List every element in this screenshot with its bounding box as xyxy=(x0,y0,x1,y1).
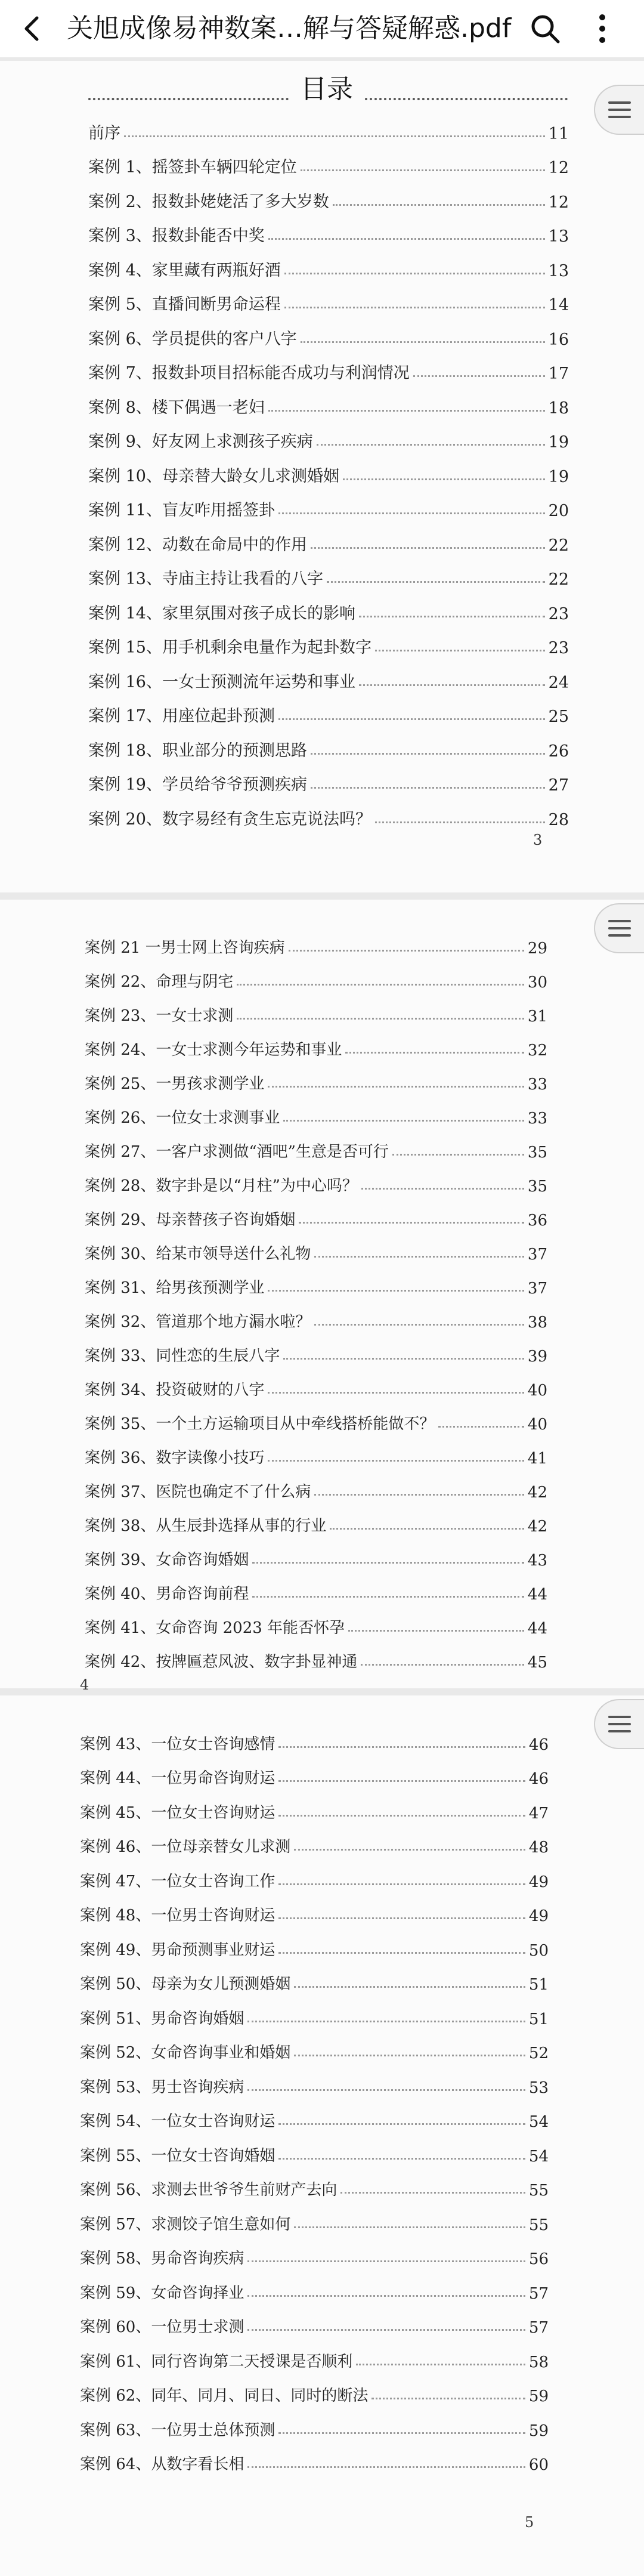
toc-list xyxy=(88,109,569,829)
toc-entry[interactable] xyxy=(88,761,569,795)
toc-entry-page: 59 xyxy=(528,2387,549,2405)
toc-leader-dots xyxy=(268,1086,524,1088)
toc-entry-title: 案例 64、从数字看长相 xyxy=(80,2455,244,2473)
toc-entry-page: 56 xyxy=(528,2250,549,2268)
toc-leader-dots xyxy=(278,718,545,720)
toc-list xyxy=(80,1719,549,2474)
side-menu-button[interactable] xyxy=(594,1699,644,1749)
toc-entry-page: 42 xyxy=(527,1484,547,1502)
toc-entry[interactable] xyxy=(85,1570,547,1604)
toc-entry[interactable] xyxy=(80,1960,549,1994)
toc-entry-page: 47 xyxy=(528,1804,549,1823)
toc-entry-title: 案例 62、同年、同月、同日、同时的断法 xyxy=(80,2387,369,2405)
toc-entry-title: 案例 52、女命咨询事业和婚姻 xyxy=(80,2044,291,2062)
toc-entry-page: 50 xyxy=(528,1941,549,1960)
toc-entry[interactable] xyxy=(80,2440,549,2475)
toc-leader-dots xyxy=(284,307,545,308)
toc-entry-title: 案例 20、数字易经有贪生忘克说法吗？ xyxy=(88,810,371,829)
toc-entry-page: 55 xyxy=(528,2182,549,2200)
toc-entry[interactable] xyxy=(88,177,569,212)
toc-entry-page: 36 xyxy=(527,1212,547,1230)
toc-entry[interactable] xyxy=(85,1026,547,1060)
toc-entry-page: 35 xyxy=(527,1178,547,1196)
toc-entry[interactable] xyxy=(85,1502,547,1536)
toc-leader-dots xyxy=(314,1494,524,1496)
more-vertical-icon xyxy=(596,13,608,44)
toc-leader-dots xyxy=(314,1256,524,1258)
toc-leader-dots xyxy=(278,1883,525,1885)
toc-entry-page: 23 xyxy=(548,639,569,657)
toc-entry-page: 24 xyxy=(548,673,569,692)
toc-leader-dots xyxy=(371,2398,525,2399)
toc-entry-title: 案例 39、女命咨询婚姻 xyxy=(85,1551,249,1569)
toc-entry-title: 案例 1、摇签卦车辆四轮定位 xyxy=(88,158,297,177)
toc-entry-page: 19 xyxy=(548,433,569,452)
toc-heading: 目录 xyxy=(301,74,353,104)
toc-entry-page: 33 xyxy=(527,1110,547,1128)
toc-leader-dots xyxy=(284,273,545,274)
toc-entry-title: 案例 8、楼下偶遇一老妇 xyxy=(88,398,265,417)
toc-entry[interactable] xyxy=(85,1298,547,1332)
toc-entry[interactable] xyxy=(85,923,547,957)
toc-entry-title: 案例 22、命理与阴宅 xyxy=(85,973,234,991)
toc-entry[interactable] xyxy=(88,418,569,452)
toc-entry[interactable] xyxy=(88,726,569,761)
toc-entry-title: 案例 5、直播间断男命运程 xyxy=(88,295,281,314)
toc-entry-title: 案例 21 一男士网上咨询疾病 xyxy=(85,939,285,957)
toc-leader-dots xyxy=(283,1358,524,1360)
toc-entry-title: 案例 41、女命咨询 2023 年能否怀孕 xyxy=(85,1619,345,1637)
toc-entry[interactable] xyxy=(85,1128,547,1162)
toc-entry-title: 案例 34、投资破财的八字 xyxy=(85,1381,265,1399)
toc-entry[interactable] xyxy=(85,1196,547,1230)
toc-leader-dots xyxy=(311,753,545,755)
toc-leader-dots xyxy=(252,1562,524,1564)
toc-entry-page: 19 xyxy=(548,467,569,486)
toc-leader-dots xyxy=(268,1460,524,1462)
toc-entry[interactable] xyxy=(85,1604,547,1638)
toc-entry-page: 33 xyxy=(527,1076,547,1094)
toc-leader-dots xyxy=(392,1154,524,1156)
toc-leader-dots xyxy=(340,2192,525,2194)
toc-entry-title: 案例 63、一位男士总体预测 xyxy=(80,2421,275,2439)
toc-leader-dots xyxy=(301,169,545,171)
toc-leader-dots xyxy=(268,410,545,412)
toc-entry-title: 案例 14、家里氛围对孩子成长的影响 xyxy=(88,604,355,623)
toc-entry[interactable] xyxy=(80,2200,549,2234)
toc-entry[interactable] xyxy=(80,1788,549,1823)
toc-entry[interactable] xyxy=(85,1094,547,1128)
toc-entry-page: 44 xyxy=(527,1586,547,1604)
toc-leader-dots xyxy=(294,1849,525,1851)
toc-entry[interactable] xyxy=(88,486,569,521)
toc-entry-page: 45 xyxy=(527,1654,547,1672)
toc-entry-title: 案例 11、盲友咋用摇签卦 xyxy=(88,501,275,520)
toc-entry[interactable] xyxy=(80,1994,549,2028)
toc-entry-page: 35 xyxy=(527,1144,547,1162)
toc-leader-dots xyxy=(237,1018,524,1020)
toc-entry-page: 44 xyxy=(527,1620,547,1638)
toc-leader-dots xyxy=(237,984,524,986)
toc-entry-page: 37 xyxy=(527,1246,547,1264)
toc-leader-dots xyxy=(278,2123,525,2125)
toc-entry-title: 案例 54、一位女士咨询财运 xyxy=(80,2112,275,2130)
toc-entry-page: 12 xyxy=(548,193,569,212)
toc-entry[interactable] xyxy=(88,692,569,727)
toc-entry-page: 17 xyxy=(548,365,569,383)
toc-entry-page: 54 xyxy=(528,2113,549,2131)
back-button[interactable] xyxy=(14,11,50,47)
toc-entry-page: 42 xyxy=(527,1518,547,1536)
toc-entry-page: 37 xyxy=(527,1280,547,1298)
toc-entry-page: 54 xyxy=(528,2147,549,2166)
toc-entry-page: 49 xyxy=(528,1873,549,1891)
toc-entry-page: 26 xyxy=(548,742,569,761)
toc-leader-dots xyxy=(375,821,545,823)
page-number: 5 xyxy=(525,2514,534,2531)
toc-entry[interactable] xyxy=(88,143,569,178)
toc-entry[interactable] xyxy=(80,1719,549,1754)
toc-entry-title: 案例 18、职业部分的预测思路 xyxy=(88,741,307,760)
toc-leader-dots xyxy=(294,2226,525,2228)
toc-leader-dots xyxy=(361,1664,524,1666)
toc-entry[interactable] xyxy=(88,212,569,246)
toc-entry-title: 案例 13、寺庙主持让我看的八字 xyxy=(88,570,323,588)
toc-leader-dots xyxy=(311,547,545,549)
toc-leader-dots xyxy=(327,581,545,583)
toc-entry-title: 案例 7、报数卦项目招标能否成功与利润情况 xyxy=(88,364,410,382)
toc-leader-dots xyxy=(311,787,545,789)
toc-entry[interactable] xyxy=(80,1891,549,1926)
toc-entry-page: 60 xyxy=(528,2456,549,2474)
toc-leader-dots xyxy=(268,1290,524,1292)
toc-leader-dots xyxy=(289,950,524,952)
toc-leader-dots xyxy=(247,2329,525,2331)
toc-leader-dots xyxy=(333,204,545,206)
toc-entry-page: 22 xyxy=(548,570,569,589)
toc-entry[interactable] xyxy=(80,2028,549,2063)
toc-entry-page: 46 xyxy=(528,1735,549,1754)
toc-entry-page: 51 xyxy=(528,1976,549,1994)
toc-entry[interactable] xyxy=(85,1638,547,1672)
toc-entry[interactable] xyxy=(80,2405,549,2440)
toc-entry[interactable] xyxy=(88,280,569,315)
toc-leader-dots xyxy=(375,650,545,651)
toc-entry-page: 29 xyxy=(527,940,547,957)
toc-entry-page: 51 xyxy=(528,2010,549,2028)
toc-entry[interactable] xyxy=(80,1925,549,1960)
toc-leader-dots xyxy=(278,1917,525,1919)
search-button[interactable] xyxy=(527,11,563,47)
toc-entry[interactable] xyxy=(85,1264,547,1298)
toc-entry-title: 案例 46、一位母亲替女儿求测 xyxy=(80,1838,291,1856)
toc-leader-dots xyxy=(359,684,545,686)
toc-entry-title: 案例 33、同性恋的生辰八字 xyxy=(85,1347,280,1365)
toc-entry-title: 案例 29、母亲替孩子咨询婚姻 xyxy=(85,1211,296,1229)
toc-leader-dots xyxy=(299,1222,524,1224)
toc-leader-dots xyxy=(252,1596,524,1598)
toc-entry[interactable] xyxy=(88,555,569,589)
toc-entry-title: 案例 47、一位女士咨询工作 xyxy=(80,1872,275,1891)
toc-entry-title: 案例 6、学员提供的客户八字 xyxy=(88,329,297,348)
toc-entry-page: 40 xyxy=(527,1382,547,1400)
toc-entry-title: 前序 xyxy=(88,123,120,143)
toc-entry-title: 案例 42、按牌匾惹风波、数字卦显神通 xyxy=(85,1653,358,1671)
toc-entry-title: 案例 55、一位女士咨询婚姻 xyxy=(80,2146,275,2165)
search-icon xyxy=(530,13,561,44)
toc-entry[interactable] xyxy=(80,2131,549,2166)
menu-icon xyxy=(608,920,631,937)
toc-entry[interactable] xyxy=(88,795,569,829)
toc-entry-page: 40 xyxy=(527,1416,547,1434)
toc-leader-dots xyxy=(278,1815,525,1817)
toc-entry[interactable] xyxy=(80,1823,549,1857)
toc-leader-dots xyxy=(268,1392,524,1394)
more-options-button[interactable] xyxy=(584,11,620,47)
toc-leader-dots xyxy=(278,2432,525,2434)
toc-entry-title: 案例 30、给某市领导送什么礼物 xyxy=(85,1245,311,1263)
toc-entry-title: 案例 2、报数卦姥姥活了多大岁数 xyxy=(88,192,329,211)
toc-entry-page: 41 xyxy=(527,1450,547,1468)
toc-entry[interactable] xyxy=(88,623,569,658)
toc-entry-title: 案例 61、同行咨询第二天授课是否顺利 xyxy=(80,2352,353,2371)
toc-entry-title: 案例 57、求测饺子馆生意如何 xyxy=(80,2215,291,2234)
toc-entry[interactable] xyxy=(88,657,569,692)
toc-entry-page: 43 xyxy=(527,1552,547,1570)
toc-entry[interactable] xyxy=(88,452,569,486)
toc-entry-page: 46 xyxy=(528,1770,549,1788)
toc-entry[interactable] xyxy=(80,1857,549,1891)
toc-entry-title: 案例 59、女命咨询择业 xyxy=(80,2284,244,2302)
toc-entry[interactable] xyxy=(85,1400,547,1434)
toc-entry-title: 案例 19、学员给爷爷预测疾病 xyxy=(88,776,307,794)
toc-entry-page: 18 xyxy=(548,399,569,418)
toc-entry-title: 案例 58、男命咨询疾病 xyxy=(80,2250,244,2268)
toc-entry[interactable] xyxy=(85,1366,547,1400)
toc-entry-title: 案例 43、一位女士咨询感情 xyxy=(80,1735,275,1753)
menu-icon xyxy=(608,101,631,118)
toc-entry-title: 案例 53、男士咨询疾病 xyxy=(80,2078,244,2096)
toc-entry[interactable] xyxy=(80,2337,549,2371)
document-title: 关旭成像易神数案…解与答疑解惑.pdf xyxy=(67,13,512,44)
toc-entry-page: 57 xyxy=(528,2284,549,2303)
toc-entry-page: 27 xyxy=(548,776,569,795)
toc-entry[interactable] xyxy=(85,957,547,992)
side-menu-button[interactable] xyxy=(594,85,644,135)
toc-entry-title: 案例 60、一位男士求测 xyxy=(80,2318,244,2336)
toc-entry[interactable] xyxy=(88,246,569,280)
toc-entry[interactable] xyxy=(85,1230,547,1264)
toc-entry-page: 52 xyxy=(528,2044,549,2062)
toc-entry[interactable] xyxy=(88,349,569,384)
toc-entry-title: 案例 36、数字读像小技巧 xyxy=(85,1449,265,1467)
toc-entry-title: 案例 44、一位男命咨询财运 xyxy=(80,1769,275,1787)
toc-leader-dots xyxy=(361,1188,524,1190)
toc-leader-dots xyxy=(278,1746,525,1748)
toc-entry[interactable] xyxy=(80,2062,549,2097)
toc-entry-page: 49 xyxy=(528,1907,549,1925)
toc-entry-title: 案例 23、一女士求测 xyxy=(85,1007,234,1025)
pdf-page-1[interactable] xyxy=(0,61,644,892)
toc-leader-dots xyxy=(330,1528,524,1530)
toc-entry-title: 案例 49、男命预测事业财运 xyxy=(80,1941,275,1959)
toc-entry-title: 案例 48、一位男士咨询财运 xyxy=(80,1907,275,1925)
toc-entry-page: 55 xyxy=(528,2216,549,2234)
toc-entry[interactable] xyxy=(80,2371,549,2406)
toc-leader-dots xyxy=(345,1052,524,1054)
toc-leader-dots xyxy=(348,1630,524,1632)
toc-leader-dots xyxy=(268,238,545,240)
toc-entry-page: 25 xyxy=(548,708,569,726)
toc-entry-title: 案例 10、母亲替大龄女儿求测婚姻 xyxy=(88,467,339,486)
toc-entry-title: 案例 24、一女士求测今年运势和事业 xyxy=(85,1041,342,1059)
toc-entry[interactable] xyxy=(80,1754,549,1789)
toc-heading-row xyxy=(88,72,568,113)
pdf-page-2[interactable] xyxy=(0,900,644,1693)
toc-leader-dots xyxy=(247,2466,525,2468)
toc-entry-title: 案例 32、管道那个地方漏水啦？ xyxy=(85,1313,311,1331)
toc-entry-page: 14 xyxy=(548,296,569,314)
toc-entry-page: 13 xyxy=(548,227,569,246)
toc-entry[interactable] xyxy=(80,2268,549,2303)
toc-leader-dots xyxy=(314,1324,524,1326)
toc-entry-title: 案例 51、男命咨询婚姻 xyxy=(80,2009,244,2028)
toc-leader-dots xyxy=(356,2364,525,2365)
toc-entry-title: 案例 4、家里藏有两瓶好酒 xyxy=(88,261,281,280)
toc-entry[interactable] xyxy=(88,520,569,555)
toc-entry-title: 案例 12、动数在命局中的作用 xyxy=(88,535,307,554)
toc-entry-page: 28 xyxy=(548,810,569,829)
toc-entry-page: 30 xyxy=(527,974,547,992)
toc-entry-title: 案例 37、医院也确定不了什么病 xyxy=(85,1483,311,1501)
toc-entry[interactable] xyxy=(80,2166,549,2200)
toc-entry-page: 13 xyxy=(548,261,569,280)
toc-leader-dots xyxy=(278,1780,525,1782)
toc-entry-title: 案例 17、用座位起卦预测 xyxy=(88,707,275,725)
toc-entry-page: 39 xyxy=(527,1348,547,1366)
toc-entry-title: 案例 16、一女士预测流年运势和事业 xyxy=(88,672,355,691)
toc-leader-dots xyxy=(278,512,545,514)
toc-entry-title: 案例 3、报数卦能否中奖 xyxy=(88,227,265,245)
toc-entry-title: 案例 45、一位女士咨询财运 xyxy=(80,1803,275,1822)
toc-leader-dots xyxy=(247,2089,525,2091)
heading-leader-right xyxy=(365,98,568,100)
toc-leader-dots xyxy=(294,2055,525,2056)
toc-entry-title: 案例 27、一客户求测做“酒吧”生意是否可行 xyxy=(85,1143,389,1161)
toc-entry[interactable] xyxy=(80,2234,549,2269)
side-menu-button[interactable] xyxy=(594,903,644,953)
toc-entry[interactable] xyxy=(85,992,547,1026)
toc-entry-page: 11 xyxy=(548,124,569,143)
toc-leader-dots xyxy=(247,2021,525,2022)
toc-entry[interactable] xyxy=(85,1060,547,1094)
toc-leader-dots xyxy=(294,1986,525,1988)
toc-leader-dots xyxy=(301,341,545,343)
toc-entry-page: 16 xyxy=(548,330,569,349)
pdf-page-3[interactable] xyxy=(0,1695,644,2576)
toc-leader-dots xyxy=(247,2260,525,2262)
toc-leader-dots xyxy=(283,1120,524,1122)
toc-entry[interactable] xyxy=(88,314,569,349)
toc-entry-page: 32 xyxy=(527,1042,547,1060)
toc-entry[interactable] xyxy=(80,2097,549,2132)
toc-entry-title: 案例 40、男命咨询前程 xyxy=(85,1585,249,1603)
toc-entry-title: 案例 28、数字卦是以“月柱”为中心吗？ xyxy=(85,1177,358,1195)
page-number: 4 xyxy=(80,1676,89,1693)
toc-entry[interactable] xyxy=(85,1468,547,1502)
toc-entry-page: 31 xyxy=(527,1008,547,1026)
toc-entry[interactable] xyxy=(88,589,569,623)
toc-entry-title: 案例 15、用手机剩余电量作为起卦数字 xyxy=(88,638,371,657)
toc-entry-page: 57 xyxy=(528,2319,549,2337)
toc-entry-page: 53 xyxy=(528,2078,549,2097)
toc-entry-page: 20 xyxy=(548,502,569,520)
toc-list xyxy=(85,923,547,1672)
toc-entry-title: 案例 31、给男孩预测学业 xyxy=(85,1279,265,1297)
toc-entry-title: 案例 38、从生辰卦选择从事的行业 xyxy=(85,1517,327,1535)
toc-entry-title: 案例 56、求测去世爷爷生前财产去向 xyxy=(80,2181,338,2199)
toc-leader-dots xyxy=(343,478,545,480)
toc-leader-dots xyxy=(413,375,545,377)
top-app-bar xyxy=(0,0,644,57)
toc-leader-dots xyxy=(278,1952,525,1954)
toc-entry-page: 12 xyxy=(548,159,569,177)
toc-entry-title: 案例 25、一男孩求测学业 xyxy=(85,1075,265,1093)
toc-leader-dots xyxy=(278,2158,525,2160)
toc-leader-dots xyxy=(359,616,545,617)
toc-entry-page: 59 xyxy=(528,2421,549,2440)
toc-entry-page: 38 xyxy=(527,1314,547,1332)
heading-leader-left xyxy=(88,98,289,100)
toc-entry-page: 23 xyxy=(548,604,569,623)
toc-entry-title: 案例 50、母亲为女儿预测婚姻 xyxy=(80,1975,291,1993)
chevron-left-icon xyxy=(20,16,44,42)
toc-entry-title: 案例 35、一个土方运输项目从中牵线搭桥能做不？ xyxy=(85,1415,435,1433)
toc-entry[interactable] xyxy=(85,1434,547,1468)
toc-entry[interactable] xyxy=(85,1332,547,1366)
toc-leader-dots xyxy=(317,444,545,446)
toc-entry[interactable] xyxy=(88,383,569,418)
toc-entry-title: 案例 26、一位女士求测事业 xyxy=(85,1109,280,1127)
toc-entry-title: 案例 9、好友网上求测孩子疾病 xyxy=(88,433,313,451)
toc-entry[interactable] xyxy=(85,1536,547,1570)
toc-entry[interactable] xyxy=(88,109,569,143)
toc-entry-page: 58 xyxy=(528,2353,549,2371)
menu-icon xyxy=(608,1716,631,1732)
toc-leader-dots xyxy=(247,2295,525,2297)
toc-entry-page: 22 xyxy=(548,536,569,555)
toc-leader-dots xyxy=(124,135,545,137)
toc-entry[interactable] xyxy=(80,2303,549,2337)
toc-leader-dots xyxy=(438,1426,524,1428)
page-number: 3 xyxy=(533,832,543,848)
toc-entry[interactable] xyxy=(85,1162,547,1196)
toc-entry-page: 48 xyxy=(528,1839,549,1857)
